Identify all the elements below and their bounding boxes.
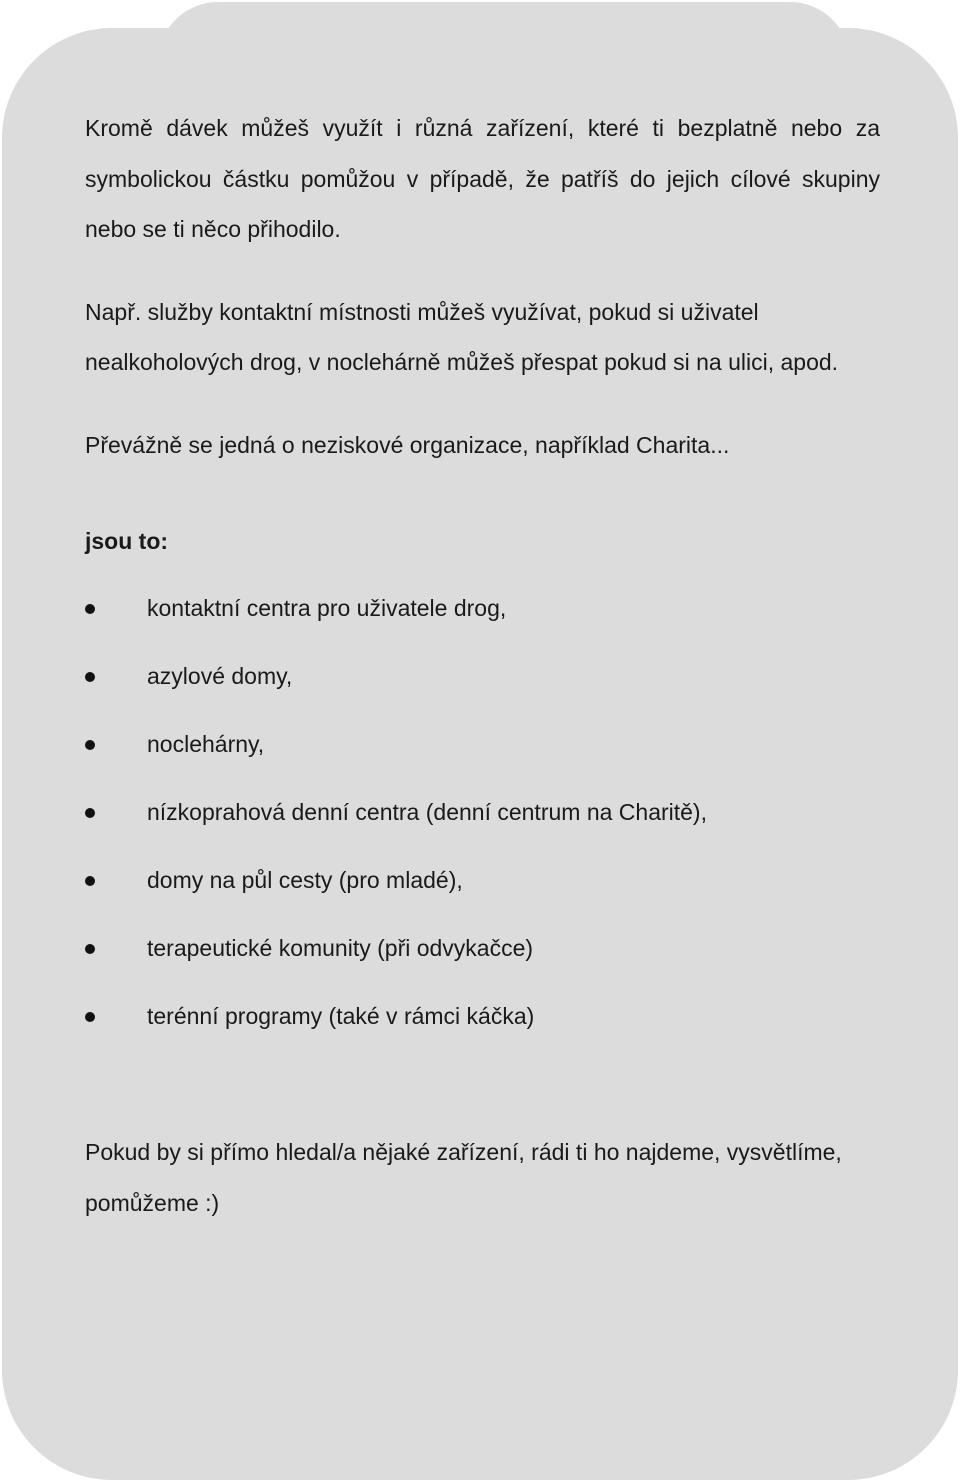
list-item-label: azylové domy,: [147, 663, 293, 689]
bullet-icon: [85, 1012, 95, 1022]
list-item: [85, 656, 880, 724]
list-item-label: nízkoprahová denní centra (denní centrum na Charitě),: [147, 799, 707, 825]
list-item-label: terapeutické komunity (při odvykačce): [147, 935, 534, 961]
intro-paragraph: Kromě dávek můžeš využít i různá zařízení, které ti bezplatně nebo za symbolickou částku pomůžou v případě, že patříš do jejich cílové skupiny nebo se ti něco přihodilo.: [85, 115, 880, 242]
list-item-label: noclehárny,: [147, 731, 265, 757]
bullet-icon: [85, 944, 95, 954]
bullet-icon: [85, 876, 95, 886]
list-item: [85, 792, 880, 860]
closing-paragraph: Pokud by si přímo hledal/a nějaké zařízení, rádi ti ho najdeme, vysvětlíme, pomůžeme :): [85, 1139, 842, 1216]
card-content: [85, 103, 880, 1228]
list-item-label: domy na půl cesty (pro mladé),: [147, 867, 463, 893]
bullet-icon: [85, 808, 95, 818]
list-item: [85, 860, 880, 928]
bullet-icon: [85, 740, 95, 750]
list-item: [85, 996, 880, 1064]
facility-list: [85, 588, 880, 1064]
list-item: [85, 588, 880, 656]
bullet-icon: [85, 672, 95, 682]
list-item-label: kontaktní centra pro uživatele drog,: [147, 595, 507, 621]
bullet-icon: [85, 604, 95, 614]
list-item: [85, 724, 880, 792]
list-heading: jsou to:: [85, 528, 169, 554]
organizations-paragraph: Převážně se jedná o neziskové organizace, například Charita...: [85, 431, 730, 458]
list-item: [85, 928, 880, 996]
example-paragraph: Např. služby kontaktní místnosti můžeš využívat, pokud si uživatel nealkoholových drog, v noclehárně můžeš přespat pokud si na ulici, apod.: [85, 298, 839, 375]
list-item-label: terénní programy (také v rámci káčka): [147, 1003, 535, 1029]
